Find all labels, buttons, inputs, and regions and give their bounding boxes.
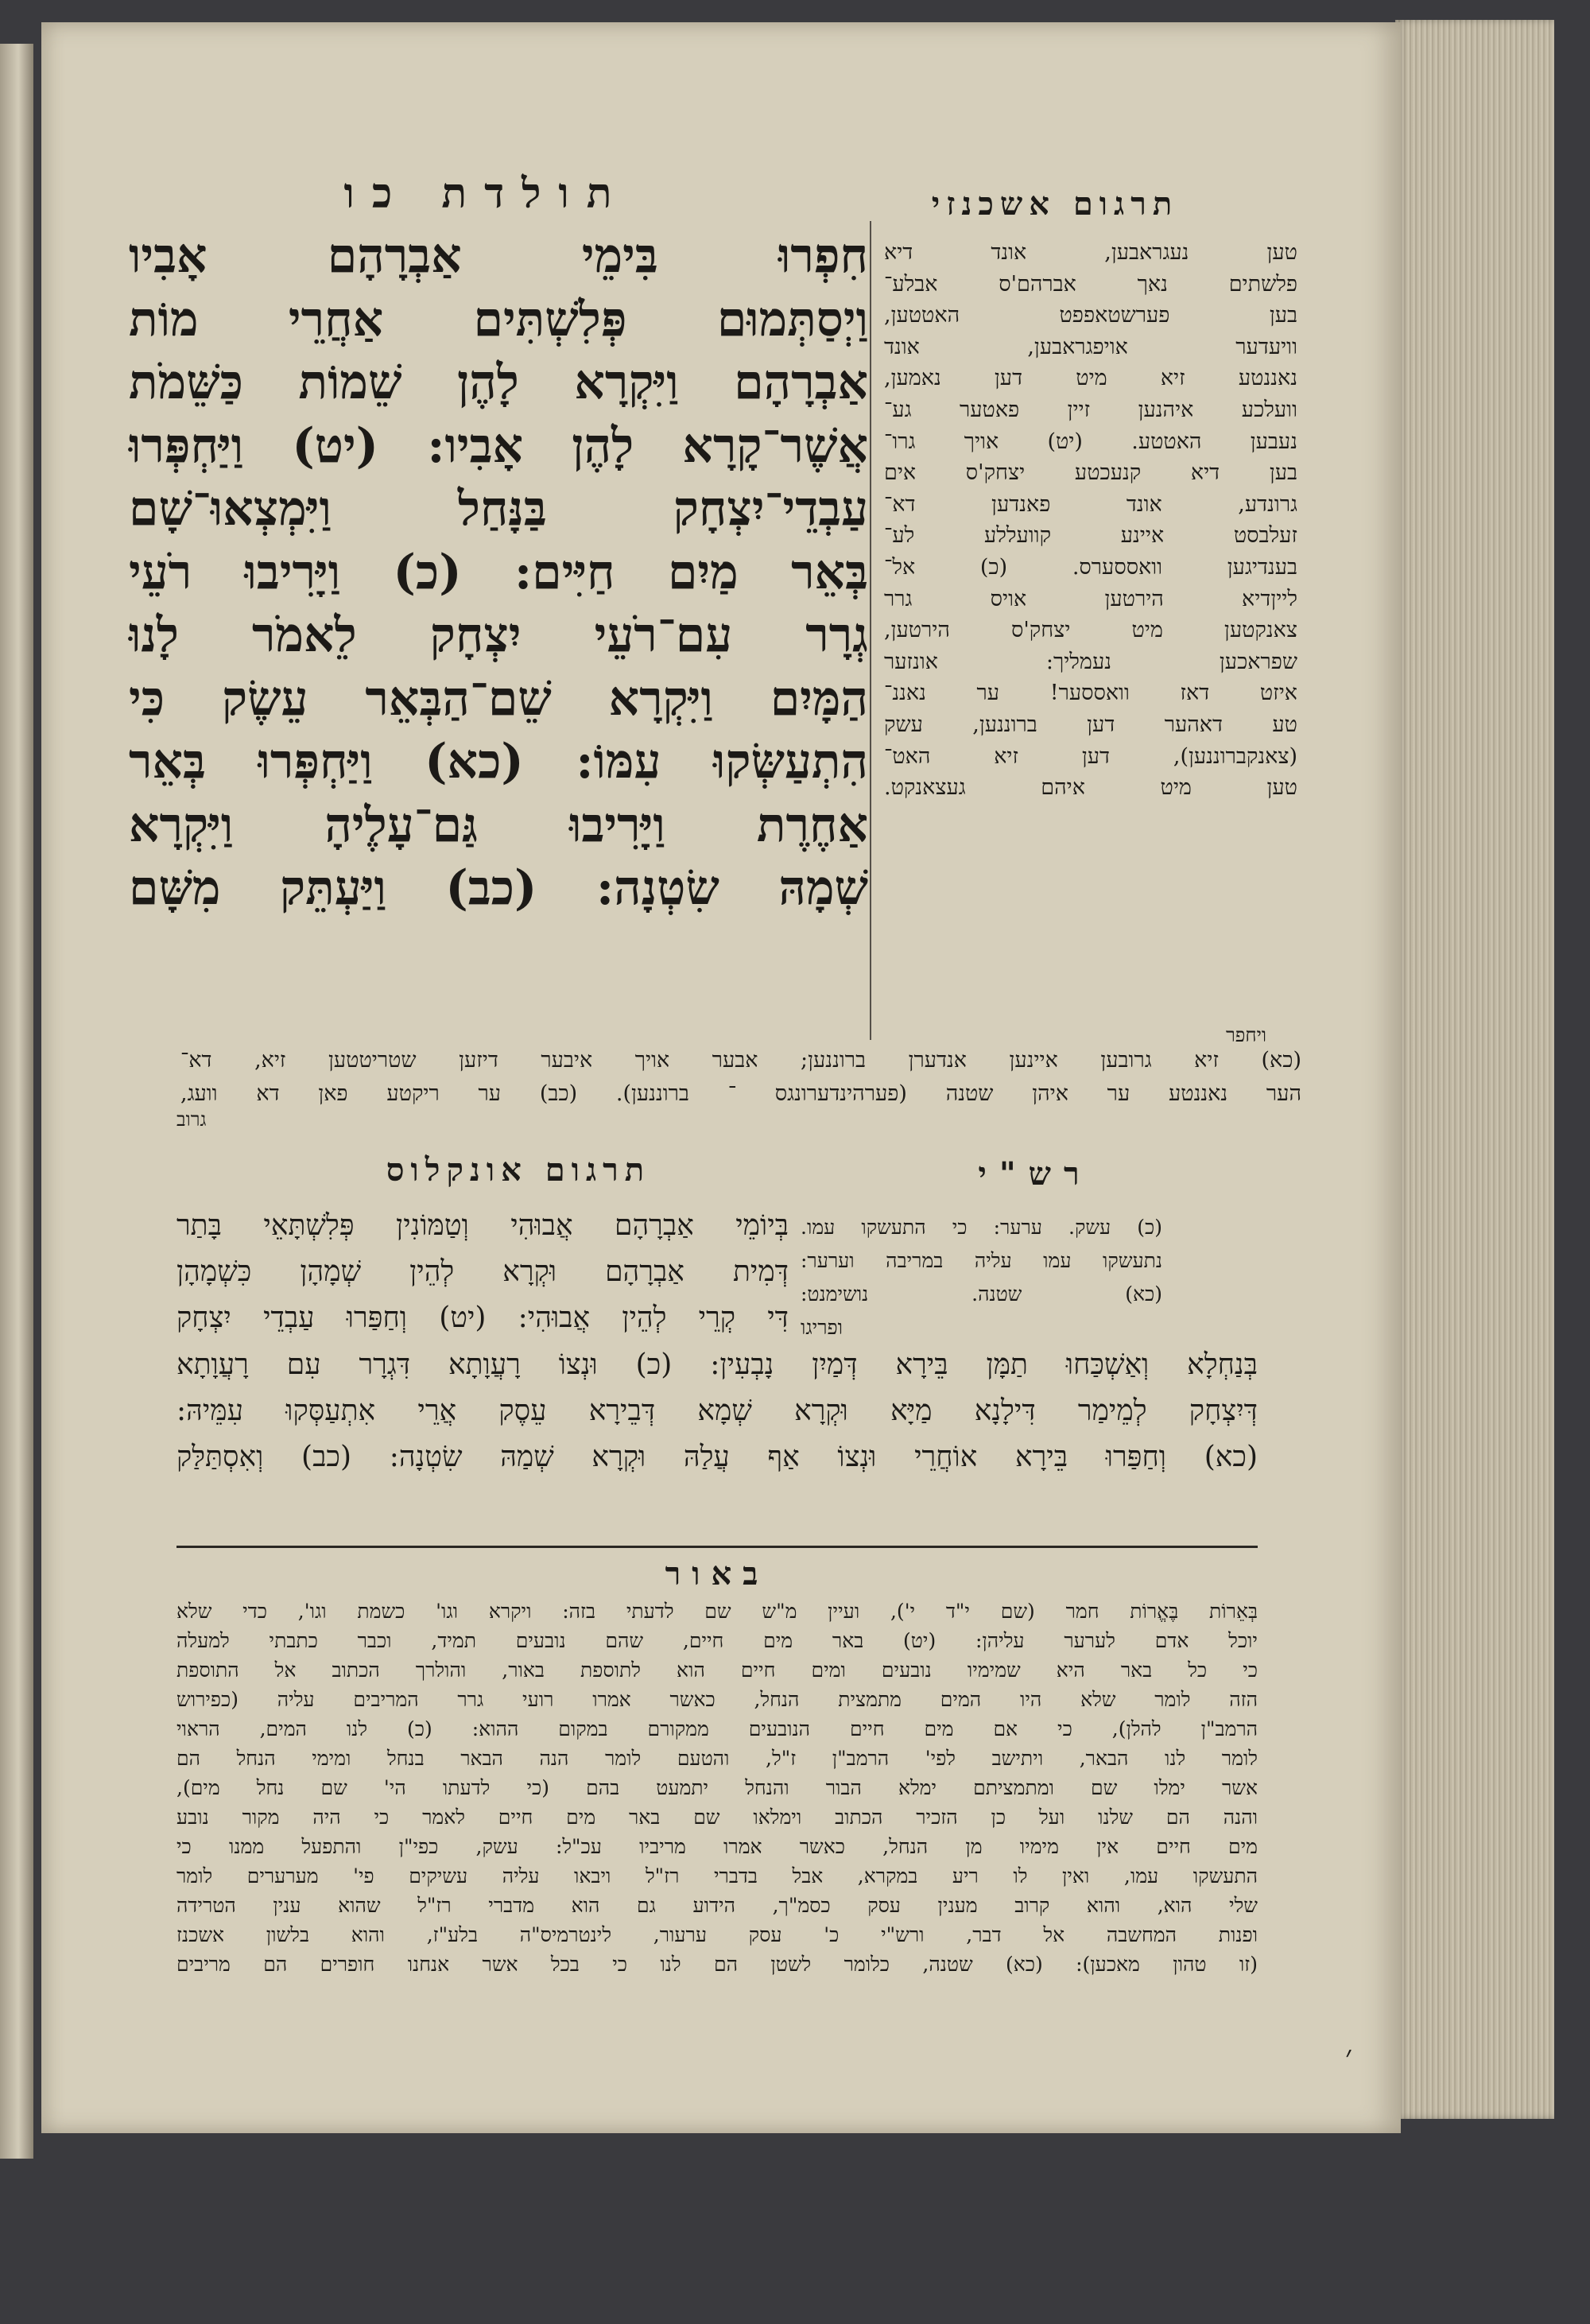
catchword-main: ויחפר: [1226, 1024, 1266, 1046]
german-line: גרונדע, אונד פאנדען דא־: [884, 491, 1297, 517]
german-line: טען מיט איהם געצאנקט.: [884, 775, 1297, 801]
beur-line: הזה לומר שלא היו המים מתמצית הנחל, כאשר אמרו רועי גרר המריבים עליה (כפירוש: [176, 1688, 1258, 1711]
beur-line: הרמב"ן להלן), כי אם מים חיים הנובעים ממקורם במקום ההוא: (כ) לנו המים, הראוי: [176, 1717, 1258, 1740]
facing-page-edge: [0, 44, 33, 2159]
german-line: פלשתים נאך אברהם'ס אבלע־: [884, 271, 1297, 297]
german-line: טע דאהער דען ברוננען, עשק: [884, 712, 1297, 737]
rashi-title: רש"י: [978, 1155, 1092, 1193]
german-line: טען נעגראבען, אונד דיא: [884, 240, 1297, 265]
running-head-parasha: תולדת כו: [343, 169, 630, 218]
hebrew-line: אַבְרָהָם וַיִּקְרָא לָהֶן שֵׁמוֹת כַּשֵּׁמֹת: [129, 355, 868, 410]
german-line: זעלבסט איינע קוועללע לע־: [884, 523, 1297, 549]
catchword-german: גרוב: [176, 1108, 207, 1131]
german-line: שפראכען נעמליך: אונזער: [884, 649, 1297, 674]
beur-line: יוכל אדם לערער עליהן: (יט) באר מים חיים, שהם נובעים תמיד, וכבר כתבתי למעלה: [176, 1629, 1258, 1652]
onkelos-line: דְּמִית אַבְרָהָם וּקְרָא לְהֵין שְׁמָהָן כִּשְׁמָהָן: [176, 1255, 789, 1288]
german-line: איזט דאז וואססער! ער נאננ־: [884, 681, 1297, 706]
onkelos-line: בְּנַחְלָא וְאַשְׁכַּחוּ תַמָּן בֵּירָא דְּמַיִן נָבְעִין: (כ) וּנְצוֹ רָעֲוָתָא דִּגְרָר עִם רָעֲוָתָא: [176, 1348, 1258, 1381]
rashi-line: ופריגו: [801, 1316, 843, 1339]
running-head-translation: תרגום אשכנזי: [931, 185, 1179, 223]
hebrew-line: גְרָר עִם־רֹעֵי יִצְחָק לֵאמֹר לָנוּ: [129, 607, 868, 663]
german-line: נעבען האטטע. (יט) אויך גרו־: [884, 429, 1297, 454]
german-translation-continued: [180, 1044, 1301, 1111]
german-line: (כא) זיא גרובען איינען אנדערן ברוננען; אבער אויך איבער דיזען שטריטטען זיא, דא־: [180, 1048, 1301, 1073]
beur-line: לומר לנו הבאר, ויתישב לפי' הרמב"ן ז"ל, והטעם לומר הנה הבאר בנחל ומימי הנחל הם: [176, 1747, 1258, 1770]
hebrew-line: עַבְדֵי־יִצְחָק בַּנָּחַל וַיִּמְצְאוּ־שָׁם: [129, 481, 868, 537]
beur-title: באור: [665, 1555, 770, 1593]
german-line: וועלכע איהנען זיין פאטער גע־: [884, 397, 1297, 422]
section-rule: [176, 1546, 1258, 1548]
beur-line: אשר ימלו שם ומתמציתם ימלא הבור והנחל יתמעט בהם (כי לדעתו הי' שם נחל מים),: [176, 1776, 1258, 1799]
hebrew-line: בְּאֵר מַיִם חַיִּים: (כ) וַיָּרִיבוּ רֹעֵי: [129, 544, 868, 600]
onkelos-full-width: [176, 1342, 1258, 1480]
german-line: וויעדער אויפגראבען, אונד: [884, 334, 1297, 359]
rashi-commentary: [801, 1211, 1162, 1344]
german-line: צאנקטען מיט יצחק'ס הירטען,: [884, 618, 1297, 643]
german-line: (צאנקברוננען), דען זיא האט־: [884, 743, 1297, 769]
beur-line: מים חיים אין מימיו מן הנחל, כאשר אמרו מריביו עכ"ל: עשק, כפי"ן והתפעל ממנו כי: [176, 1835, 1258, 1858]
hebrew-line: חִפְרוּ בִּימֵי אַבְרָהָם אָבִיו: [129, 228, 868, 284]
beur-line: ופנות המחשבה אל דבר, ורש"י כ' עסק ערעור, לינטרמיס"ה בלע"ז, והוא בלשון אשכנז: [176, 1923, 1258, 1946]
german-line: נאננטע זיא מיט דען נאמען,: [884, 366, 1297, 391]
beur-line: (זו טהון מאכען): (כא) שטנה, כלומר לשטן הם לנו כי בכל אשר אנחנו חופרים הם מריבים: [176, 1953, 1258, 1976]
onkelos-line: (כא) וְחַפַּרוּ בֵּירָא אוֹחֲרֵי וּנְצוֹ אַף עֲלַהּ וּקְרָא שְׁמַהּ שִׂטְנָה: (כב) וְאִסְתַּלַּק: [176, 1441, 1258, 1473]
beur-line: התעשקו עמו, ואין לו ריע במקרא, אבל בדברי רז"ל ויבאו עליה עשיקים פי' מערערים לומר: [176, 1864, 1258, 1888]
rashi-line: נתעשקו עמו עליה במריבה וערער:: [801, 1249, 1162, 1272]
book-page-edges: [1395, 20, 1554, 2119]
hebrew-line: אֲשֶׁר־קָרָא לָהֶן אָבִיו: (יט) וַיַּחְפְּרוּ: [129, 417, 868, 474]
german-line: לייןדיא הירטען אויס גרר: [884, 586, 1297, 611]
hebrew-line: אַחֶרֶת וַיָּרִיבוּ גַּם־עָלֶיהָ וַיִּקְרָא: [129, 797, 868, 853]
beur-line: שלי הוא, והוא קרוב מענין עסק כסמ"ך, הידוע גם הוא מדברי רז"ל שהוא ענין הטרידה: [176, 1894, 1258, 1917]
onkelos-line: בְּיוֹמֵי אַבְרָהָם אֲבוּהִי וְטַמּוֹנִין פְּלִשְׁתָּאֵי בָּתַר: [176, 1209, 789, 1242]
german-line: הער נאננטע ער איהן שטנה (פערהינדערונגס ־ ברוננען). (כב) ער ריקטע פאן דא וועג,: [180, 1081, 1301, 1106]
beur-line: בְּאֵרוֹת בֶּאֱרוֹת חמר (שם י"ד י'), ועיין מ"ש שם לדעתי בזה: ויקרא וגו' כשמת וגו', כדי שלא: [176, 1600, 1258, 1623]
beur-line: כי כל באר היא שמימיו נובעים ומים חיים הוא לתוספת באור, והולרך הכתוב אל התוספת: [176, 1659, 1258, 1682]
onkelos-title: תרגום אונקלוס: [386, 1151, 651, 1189]
beur-commentary: [176, 1597, 1258, 1979]
german-line: בענדיגען וואססערס. (כ) אל־: [884, 554, 1297, 580]
margin-mark: ׳: [1345, 2039, 1353, 2075]
rashi-line: (כא) שטנה. נושימנט:: [801, 1282, 1162, 1306]
onkelos-line: דִּי קְרֵי לְהֵין אֲבוּהִי: (יט) וְחַפַּרוּ עַבְדֵי יִצְחָק: [176, 1302, 789, 1334]
rashi-line: (כ) עשק. ערער: כי התעשקו עמו.: [801, 1216, 1162, 1239]
hebrew-line: הַמָּיִם וַיִּקְרָא שֵׁם־הַבְּאֵר עֵשֶׂק כִּי: [129, 670, 868, 727]
german-line: בען פערשטאפפט האטטען,: [884, 303, 1297, 328]
german-line: בען דיא קנעכטע יצחק'ס אים: [884, 460, 1297, 486]
hebrew-line: שְׁמָהּ שִׂטְנָה: (כב) וַיַּעְתֵּק מִשָּׁם: [129, 860, 868, 916]
hebrew-line: וַיְסַתְּמוּם פְּלִשְׁתִּים אַחֲרֵי מוֹת: [129, 291, 868, 347]
column-divider: [870, 221, 871, 1040]
hebrew-line: הִתְעַשְּׂקוּ עִמּוֹ: (כא) וַיַּחְפְּרוּ בְּאֵר: [129, 734, 868, 790]
book-page: [41, 22, 1401, 2133]
german-translation-column: [884, 237, 1297, 1048]
hebrew-torah-text: [129, 225, 868, 1032]
onkelos-column: [176, 1203, 789, 1341]
onkelos-line: דְּיִצְחָק לְמֵימַר דִּילָנָא מַיָּא וּקְרָא שְׁמָא דְּבֵירָא עֵסֶק אֲרֵי אִתְעַסְּקוּ עִמֵּיהּ:: [176, 1395, 1258, 1427]
beur-line: והנה הם שלנו ועל כן הזכיר הכתוב וימלאו שם באר מים חיים לאמר כי היה מקור נובע: [176, 1806, 1258, 1829]
